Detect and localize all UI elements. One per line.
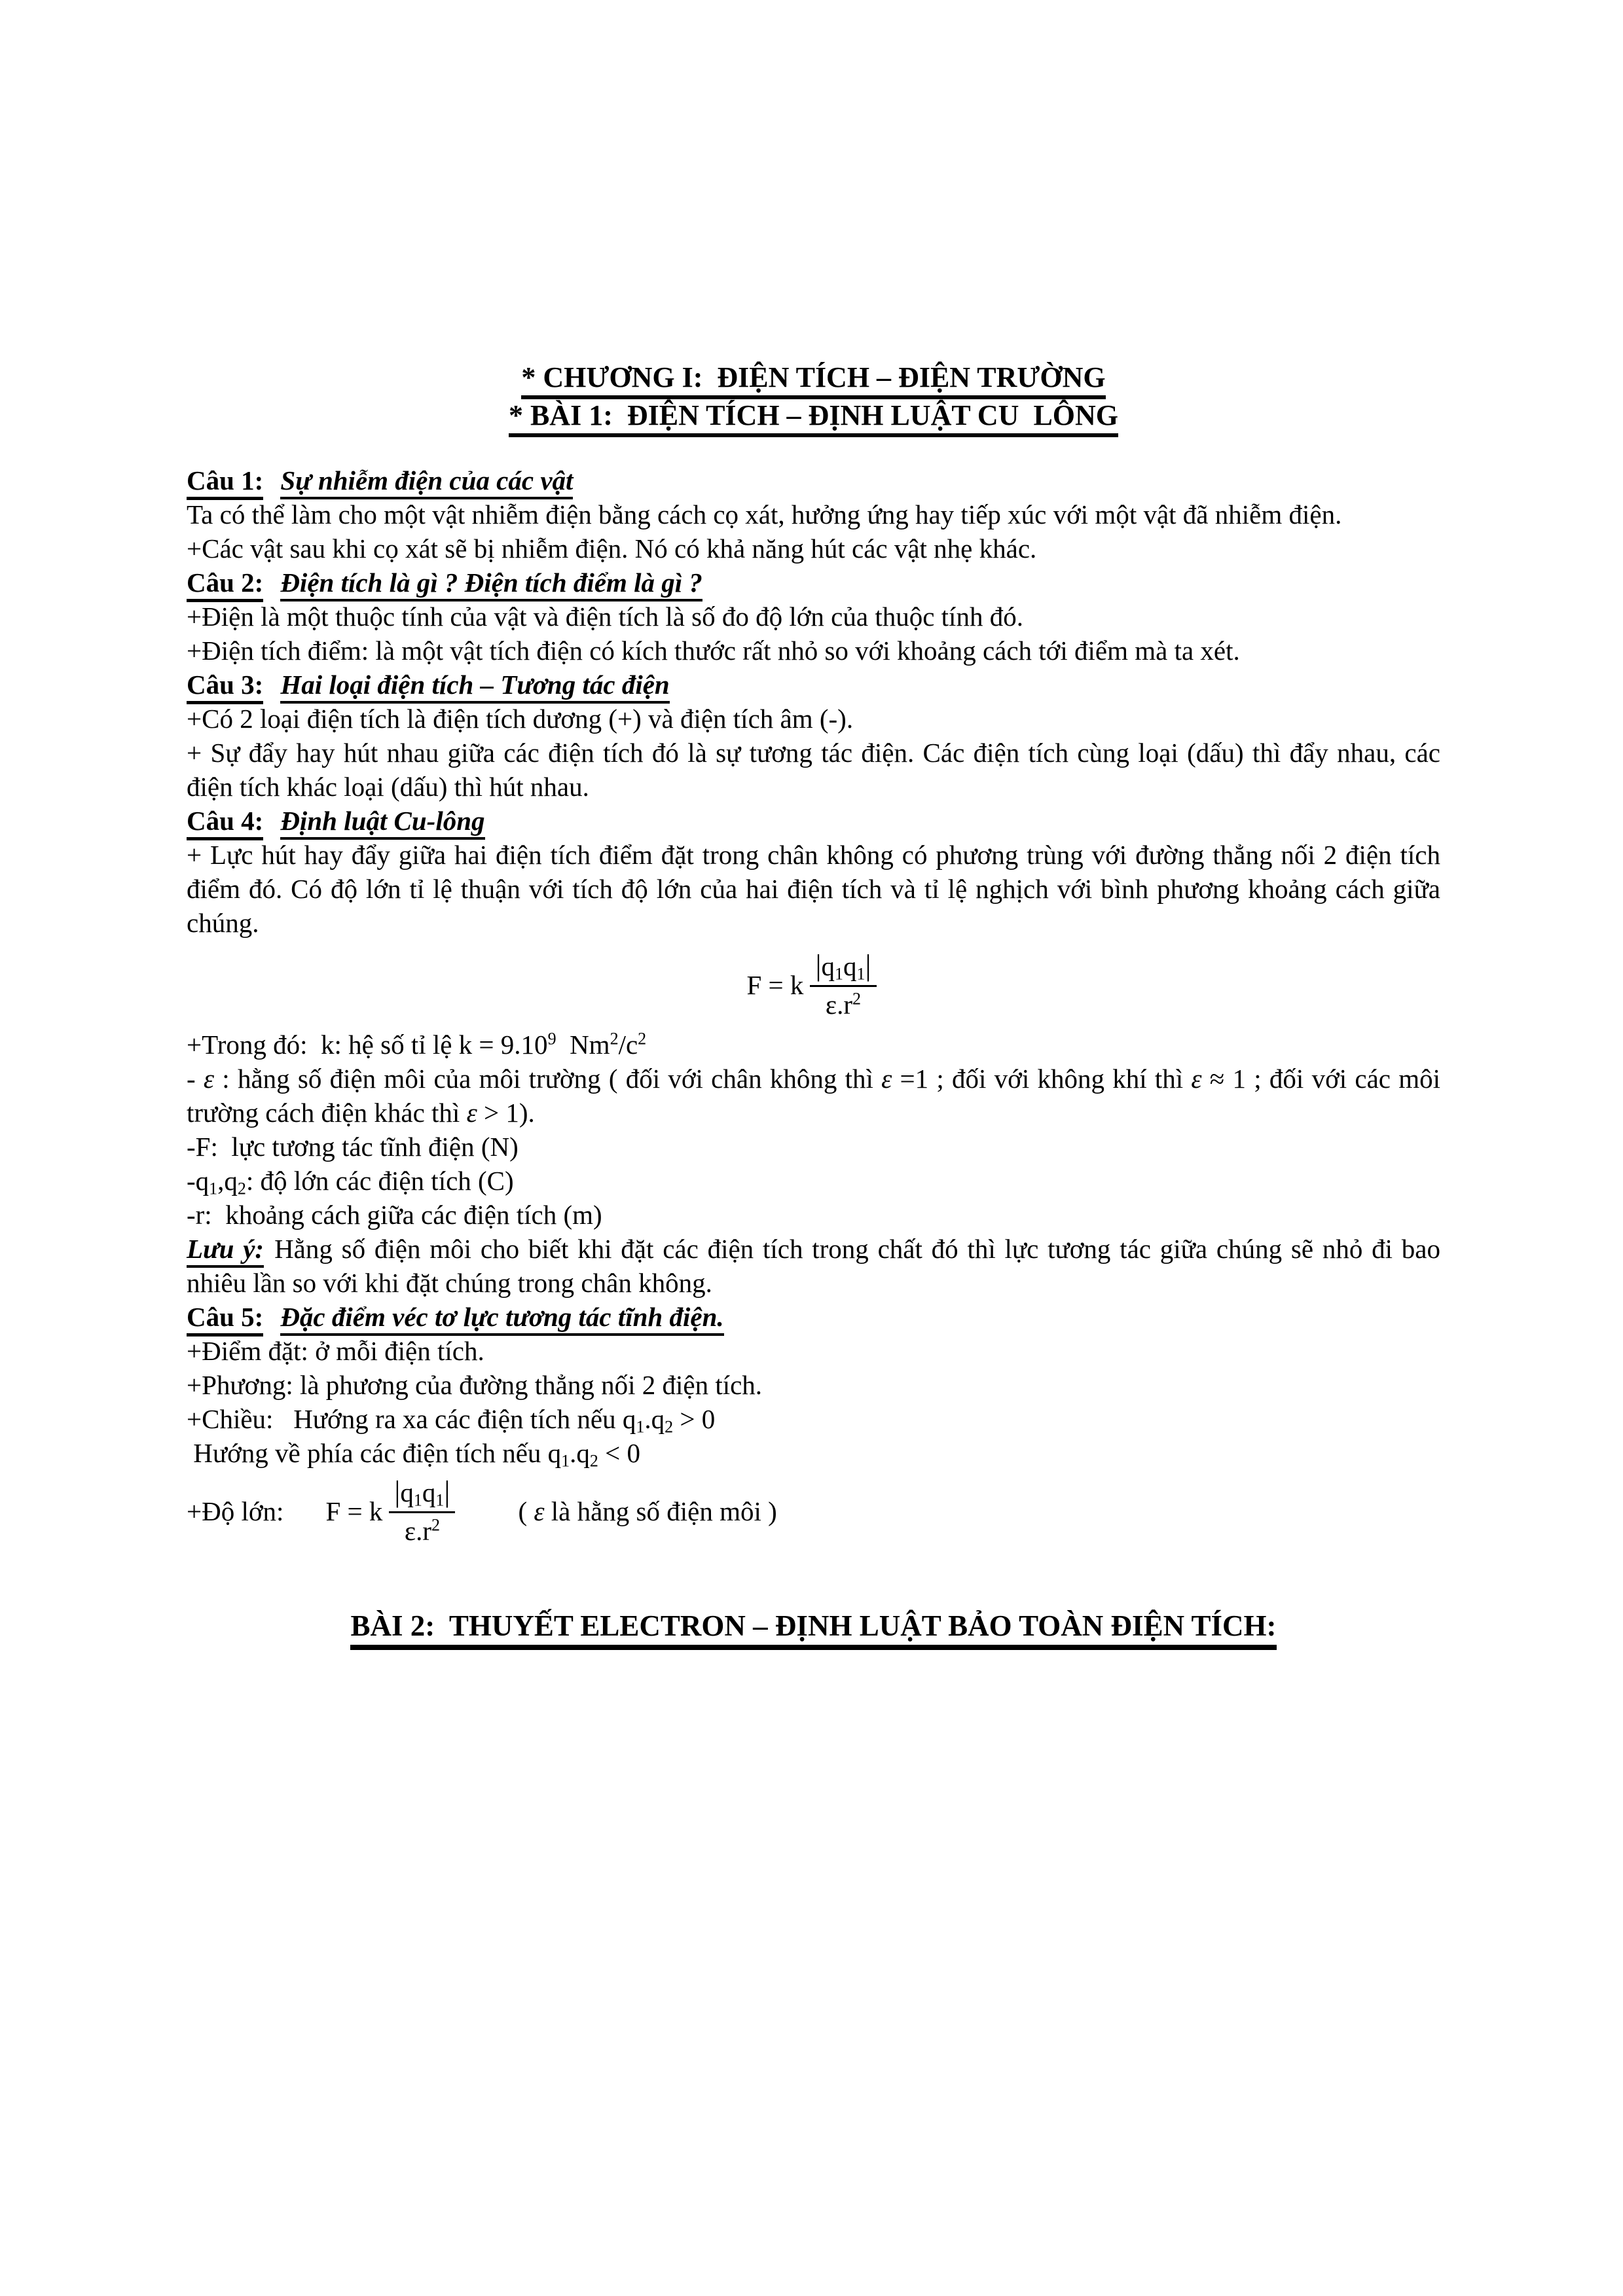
epsilon-text-1: - [187,1064,204,1094]
q2-paragraph-2: +Điện tích điểm: là một vật tích điện có kích thước rất nhỏ so với khoảng cách tới điểm mà ta xét. [187,636,1240,666]
formula-numerator [389,1477,455,1513]
epsilon-symbol: ε [466,1098,477,1128]
q3-heading [187,668,1440,702]
q5-paragraph-2: +Phương: là phương của đường thẳng nối 2 điện tích. [187,1370,763,1400]
q1-paragraph-2: +Các vật sau khi cọ xát sẽ bị nhiễm điện. Nó có khả năng hút các vật nhẹ khác. [187,533,1037,564]
charge-symbol: q [843,951,857,981]
document-body [187,463,1440,1645]
charge-subscript: 2 [237,1179,246,1198]
note-line [187,1232,1440,1300]
charge-subscript: 1 [834,964,843,984]
q3-label: Câu 3: [187,670,263,704]
coulomb-formula [187,950,1440,1020]
charges-text-3: : độ lớn các điện tích (C) [246,1166,514,1196]
denominator-base: ε.r [404,1516,431,1546]
direction-text-2: .q [570,1438,590,1468]
formula-denominator [389,1513,455,1546]
charge-subscript: 1 [636,1417,645,1437]
epsilon-text-3: =1 ; đối với không khí thì [892,1064,1192,1094]
force-definition-line: -F: lực tương tác tĩnh điện (N) [187,1132,519,1162]
epsilon-symbol: ε [881,1064,892,1094]
epsilon-symbol: ε [1191,1064,1202,1094]
abs-bar-right: | [865,949,871,982]
charges-text-2: ,q [217,1166,238,1196]
lesson2-title-text: BÀI 2: THUYẾT ELECTRON – ĐỊNH LUẬT BẢO TOÀN ĐIỆN TÍCH: [350,1609,1276,1650]
denominator-exponent: 2 [431,1515,440,1535]
q3-paragraph-2: + Sự đẩy hay hút nhau giữa các điện tích đó là sự tương tác điện. Các điện tích cùng loại (dấu) thì đẩy nhau, các điện tích khác loại (dấu) thì hút nhau. [187,738,1440,802]
q1-title: Sự nhiễm điện của các vật [280,465,573,499]
direction-text-3: < 0 [598,1438,641,1468]
k-exponent: 9 [547,1029,556,1049]
q2-heading [187,565,1440,600]
direction-text-1: +Chiều: Hướng ra xa các điện tích nếu q [187,1404,636,1434]
q4-heading [187,804,1440,838]
q2-paragraph-1: +Điện là một thuộc tính của vật và điện tích là số đo độ lớn của thuộc tính đó. [187,601,1023,632]
note-text-2: là hằng số điện môi ) [544,1496,777,1526]
abs-bar-right: | [444,1475,450,1508]
epsilon-symbol: ε [203,1064,215,1094]
note-text-1: ( [518,1496,534,1526]
direction-text-2: .q [644,1404,665,1434]
units-exponent-1: 2 [610,1029,619,1049]
k-units-2: /c [618,1030,638,1060]
direction-text-3: > 0 [673,1404,716,1434]
denominator-base: ε.r [825,990,853,1020]
epsilon-symbol: ε [534,1496,545,1526]
q5-paragraph-1: +Điểm đặt: ở mỗi điện tích. [187,1336,484,1366]
k-units-1: Nm [556,1030,610,1060]
formula-fraction [389,1477,455,1546]
charge-subscript: 1 [561,1451,570,1471]
charge-subscript: 1 [435,1490,445,1510]
charges-definition-line [187,1164,1440,1198]
magnitude-note [518,1494,776,1528]
q3-title: Hai loại điện tích – Tương tác điện [280,670,669,704]
epsilon-line [187,1062,1440,1130]
q5-direction-line-2 [187,1436,1440,1470]
q1-heading [187,463,1440,497]
denominator-exponent: 2 [852,989,862,1009]
charge-symbol: q [400,1477,414,1507]
epsilon-text-4: ≈ 1 ; đối với các môi trường cách điện khác thì [187,1064,1441,1128]
formula-numerator [810,950,876,987]
magnitude-label: +Độ lớn: [187,1496,284,1526]
charge-subscript: 2 [589,1451,598,1471]
magnitude-line [187,1477,1440,1546]
charge-subscript: 1 [209,1179,218,1198]
formula-fraction [810,950,876,1020]
q1-paragraph-1: Ta có thể làm cho một vật nhiễm điện bằng cách cọ xát, hưởng ứng hay tiếp xúc với một vật đã nhiễm điện. [187,499,1342,529]
formula-lhs: F = k [746,970,804,1000]
k-coefficient-line [187,1028,1440,1062]
charge-symbol: q [821,951,835,981]
formula-lhs: F = k [325,1496,383,1526]
direction-text-1: Hướng về phía các điện tích nếu q [187,1438,562,1468]
q5-heading [187,1300,1440,1334]
distance-definition-line: -r: khoảng cách giữa các điện tích (m) [187,1200,602,1230]
charges-text-1: -q [187,1166,210,1196]
q5-label: Câu 5: [187,1302,263,1336]
chapter-title [187,359,1440,397]
q1-label: Câu 1: [187,465,263,500]
units-exponent-2: 2 [638,1029,647,1049]
epsilon-text-2: : hằng số điện môi của môi trường ( đối với chân không thì [214,1064,882,1094]
lesson1-title-text: * BÀI 1: ĐIỆN TÍCH – ĐỊNH LUẬT CU LÔNG [509,399,1118,437]
note-label: Lưu ý: [187,1234,264,1268]
chapter-title-text: * CHƯƠNG I: ĐIỆN TÍCH – ĐIỆN TRƯỜNG [521,361,1105,399]
charge-subscript: 1 [856,964,866,984]
formula-denominator [810,987,876,1020]
q3-paragraph-1: +Có 2 loại điện tích là điện tích dương (+) và điện tích âm (-). [187,704,854,734]
q5-direction-line-1 [187,1402,1440,1436]
q5-title: Đặc điểm véc tơ lực tương tác tĩnh điện. [280,1302,723,1336]
q4-label: Câu 4: [187,806,263,840]
note-text: Hằng số điện môi cho biết khi đặt các điện tích trong chất đó thì lực tương tác giữa chúng sẽ nhỏ đi bao nhiêu lần so với khi đặt chúng trong chân không. [187,1234,1440,1298]
q2-label: Câu 2: [187,567,263,602]
charge-subscript: 1 [413,1490,422,1510]
abs-bar-left: | [815,949,822,982]
k-text: +Trong đó: k: hệ số tỉ lệ k = 9.10 [187,1030,548,1060]
lesson1-title [187,397,1440,435]
charge-symbol: q [422,1477,436,1507]
charge-subscript: 2 [665,1417,674,1437]
q2-title: Điện tích là gì ? Điện tích điểm là gì ? [280,567,702,601]
q4-title: Định luật Cu-lông [280,806,484,840]
epsilon-text-5: > 1). [477,1098,535,1128]
q4-paragraph-1: + Lực hút hay đẩy giữa hai điện tích điểm đặt trong chân không có phương trùng với đường thẳng nối 2 điện tích điểm đó. Có độ lớn tỉ lệ thuận với tích độ lớn của hai điện tích và tỉ lệ nghịch với bình phương khoảng cách giữa chúng. [187,840,1440,938]
lesson2-title [187,1606,1440,1645]
abs-bar-left: | [394,1475,401,1508]
